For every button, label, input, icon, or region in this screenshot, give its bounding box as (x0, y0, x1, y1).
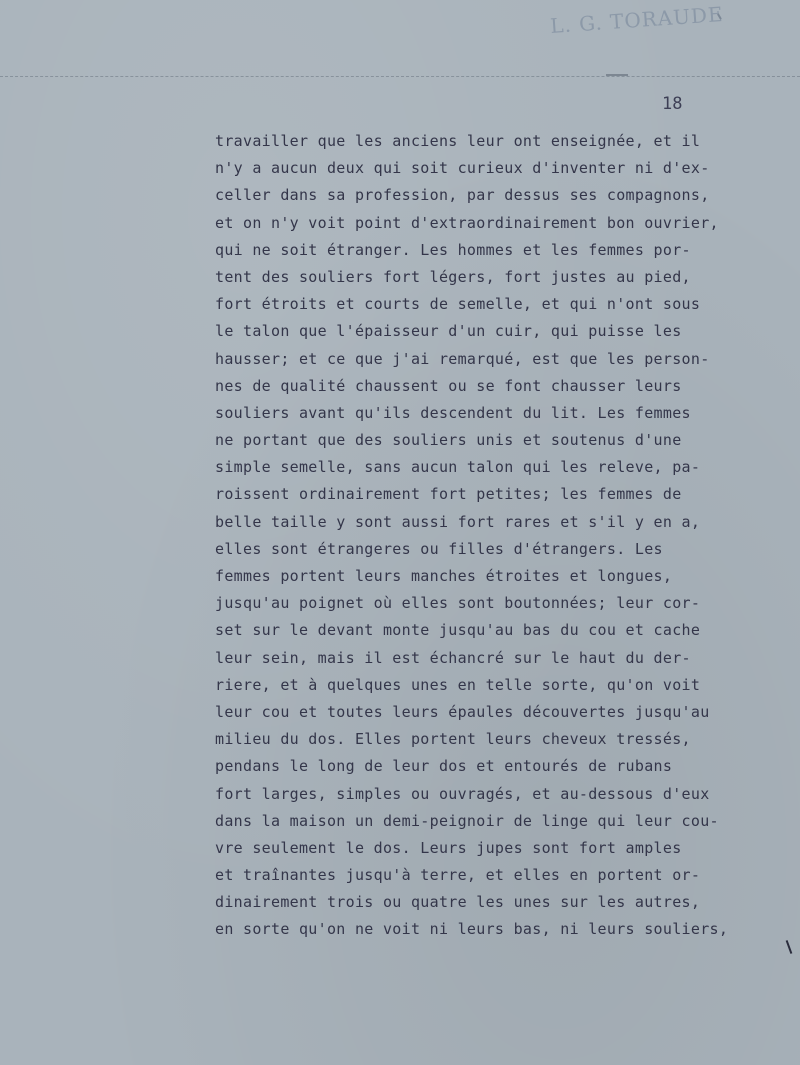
text-line: celler dans sa profession, par dessus ses compagnons, (215, 186, 710, 205)
page-number: 18 (662, 94, 683, 114)
text-line: riere, et à quelques unes en telle sorte, qu'on voit (215, 675, 701, 694)
typed-text-body (215, 128, 795, 944)
text-line: set sur le devant monte jusqu'au bas du cou et cache (215, 621, 701, 640)
text-line: ne portant que des souliers unis et soutenus d'une (215, 431, 682, 450)
text-line: leur cou et toutes leurs épaules découvertes jusqu'au (215, 702, 710, 721)
text-line: et on n'y voit point d'extraordinairement bon ouvrier, (215, 213, 719, 232)
text-line: fort étroits et courts de semelle, et qui n'ont sous (215, 295, 701, 314)
text-line: hausser; et ce que j'ai remarqué, est que les person- (215, 349, 710, 368)
text-line: femmes portent leurs manches étroites et longues, (215, 567, 673, 585)
text-line: nes de qualité chaussent ou se font chausser leurs (215, 376, 682, 395)
text-line: n'y a aucun deux qui soit curieux d'inventer ni d'ex- (215, 159, 710, 178)
text-line: milieu du dos. Elles portent leurs cheveux tressés, (215, 730, 691, 749)
text-line: tent des souliers fort légers, fort justes au pied, (215, 267, 691, 286)
text-line: elles sont étrangeres ou filles d'étrangers. Les (215, 539, 663, 558)
text-line: vre seulement le dos. Leurs jupes sont fort amples (215, 838, 682, 857)
fold-mark (606, 74, 628, 76)
text-line: qui ne soit étranger. Les hommes et les femmes por- (215, 240, 691, 259)
text-line: pendans le long de leur dos et entourés de rubans (215, 757, 673, 776)
text-line: en sorte qu'on ne voit ni leurs bas, ni leurs souliers, (215, 920, 729, 939)
text-line: et traînantes jusqu'à terre, et elles en portent or- (215, 866, 701, 885)
text-line: dans la maison un demi-peignoir de linge qui leur cou- (215, 811, 719, 830)
text-line: travailler que les anciens leur ont enseignée, et il (215, 132, 701, 150)
fold-line (0, 76, 800, 77)
text-line: le talon que l'épaisseur d'un cuir, qui puisse les (215, 322, 682, 341)
library-stamp: L. G. TORAUDE (549, 1, 725, 39)
text-line: simple semelle, sans aucun talon qui les releve, pa- (215, 458, 701, 477)
text-line: leur sein, mais il est échancré sur le haut du der- (215, 648, 691, 667)
text-line: belle taille y sont aussi fort rares et s'il y en a, (215, 512, 701, 531)
text-line: souliers avant qu'ils descendent du lit. Les femmes (215, 403, 691, 422)
text-line: jusqu'au poignet où elles sont boutonnées; leur cor- (215, 594, 701, 613)
text-line: fort larges, simples ou ouvragés, et au-dessous d'eux (215, 784, 710, 803)
text-line: dinairement trois ou quatre les unes sur les autres, (215, 893, 701, 912)
text-line: roissent ordinairement fort petites; les femmes de (215, 485, 682, 504)
